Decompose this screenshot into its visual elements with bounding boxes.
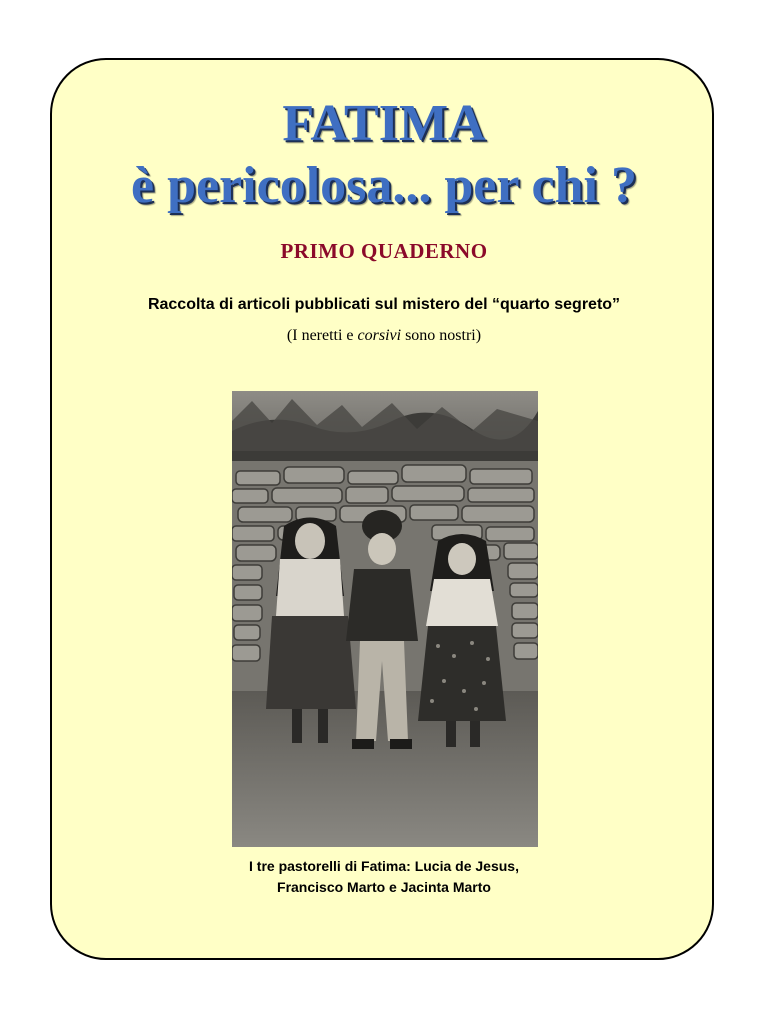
subtitle: PRIMO QUADERNO: [280, 239, 488, 263]
note-text: [0, 327, 768, 345]
title-line-2: è pericolosa... per chi ?: [131, 157, 637, 214]
note-before: (I neretti e: [286, 327, 358, 344]
note-italic: corsivi: [357, 327, 402, 344]
title-line-1: FATIMA: [282, 95, 486, 152]
children-photo: [232, 391, 538, 847]
note-after: sono nostri): [401, 327, 482, 344]
intro-text: Raccolta di articoli pubblicati sul mistero del “quarto segreto”: [147, 296, 621, 313]
photo-caption: [0, 856, 768, 898]
caption-line-1: I tre pastorelli di Fatima: Lucia de Jesus,: [249, 858, 519, 874]
caption-line-2: Francisco Marto e Jacinta Marto: [277, 879, 491, 895]
photo-illustration: [232, 391, 538, 847]
